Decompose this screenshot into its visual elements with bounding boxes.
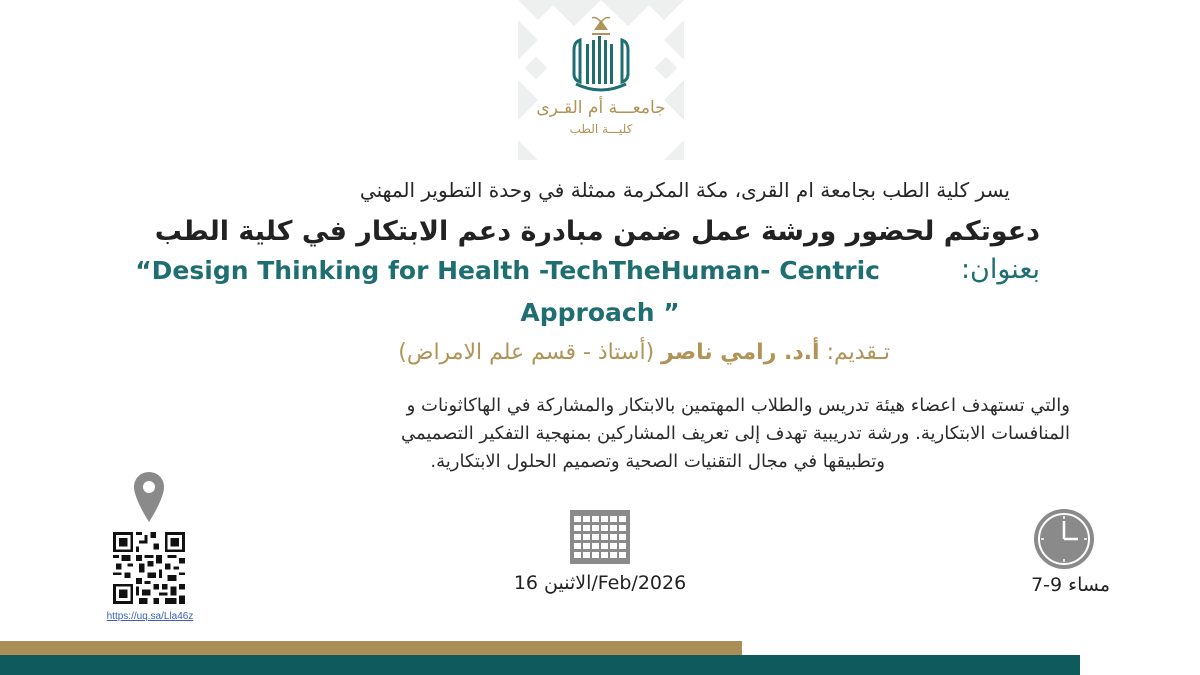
calendar-icon [570,510,630,564]
logo-pattern [518,0,684,160]
presenter-name: أ.د. رامي ناصر [661,340,820,365]
description [150,392,1070,476]
event-time: مساء 9-7 [1031,574,1110,596]
location-pin-icon [132,470,166,524]
qr-link[interactable]: https://uq.sa/Lla46z [106,611,194,622]
presenter-label: تـقديم: [826,340,890,365]
college-name: كليـــة الطب [569,122,633,136]
workshop-title-line2: Approach ” [520,298,680,327]
qr-code[interactable] [113,532,185,604]
title-label: بعنوان: [960,254,1040,285]
description-line-2: المنافسات الابتكارية. ورشة تدريبية تهدف إلى تعريف المشاركين بمنهجية التفكير التصميمي [400,423,1070,444]
description-line-1: والتي تستهدف اعضاء هيئة تدريس والطلاب المهتمين بالابتكار والمشاركة في الهاكاثونات و [406,395,1070,416]
footer-gold-bar [0,641,742,655]
university-logo [518,0,684,160]
footer-teal-bar [0,655,1080,675]
presenter-line [300,340,890,365]
university-name: جامعـــة أم القـرى [536,98,666,118]
event-date: الاثنين 16/Feb/2026 [513,572,687,594]
clock-icon [1033,508,1095,570]
description-line-3: وتطبيقها في مجال التقنيات الصحية وتصميم الحلول الابتكارية. [430,451,885,472]
presenter-role: (أستاذ - قسم علم الامراض) [398,340,655,365]
intro-text: يسر كلية الطب بجامعة ام القرى، مكة المكرمة ممثلة في وحدة التطوير المهني [359,178,1010,202]
workshop-title-row [110,254,1040,296]
invitation-text: دعوتكم لحضور ورشة عمل ضمن مبادرة دعم الابتكار في كلية الطب [154,216,1040,247]
umm-al-qura-emblem-icon [574,18,628,91]
workshop-title-line1: “Design Thinking for Health -TechTheHuman- Centric [135,256,880,285]
